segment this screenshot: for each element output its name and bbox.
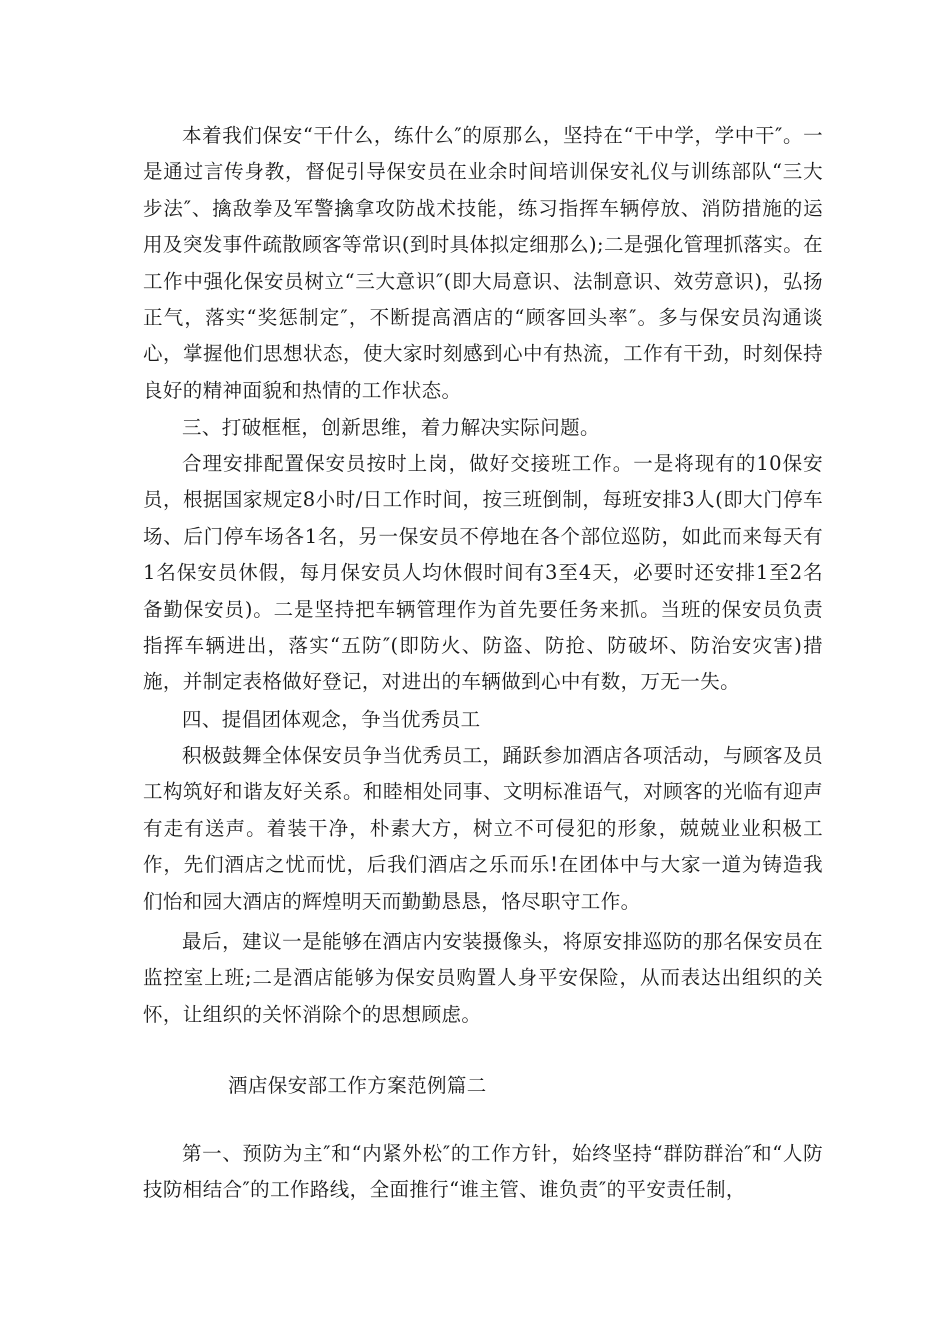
heading-section-three: 三、打破框框，创新思维，着力解决实际问题。	[182, 416, 600, 439]
heading-section-four: 四、提倡团体观念，争当优秀员工	[182, 708, 481, 731]
paragraph-team-spirit: 积极鼓舞全体保安员争当优秀员工，踊跃参加酒店各项活动，与顾客及员工构筑好和谐友好关系。和睦相处同事、文明标准语气，对顾客的光临有迎声有走有送声。着装干净，朴素大方，树立不可侵犯的形象，兢兢业业积极工作，先们酒店之忧而忧，后我们酒店之乐而乐!在团体中与大家一道为铸造我们怡和园大酒店的辉煌明天而勤勤恳恳，恪尽职守工作。	[143, 744, 823, 913]
paragraph-prevention-policy: 第一、预防为主″和“内紧外松″的工作方针，始终坚持“群防群治″和“人防技防相结合″的工作路线，全面推行“谁主管、谁负责″的平安责任制，	[143, 1142, 823, 1202]
paragraph-recommendations: 最后，建议一是能够在酒店内安装摄像头，将原安排巡防的那名保安员在监控室上班;二是酒店能够为保安员购置人身平安保险，从而表达出组织的关怀，让组织的关怀消除个的思想顾虑。	[143, 930, 823, 1026]
paragraph-security-training: 本着我们保安“干什么，练什么″的原那么，坚持在“干中学，学中干″。一是通过言传身教，督促引导保安员在业余时间培训保安礼仪与训练部队“三大步法″、擒敌拳及军警擒拿攻防战术技能，练习指挥车辆停放、消防措施的运用及突发事件疏散顾客等常识(到时具体拟定细那么);二是强化管理抓落实。在工作中强化保安员树立“三大意识″(即大局意识、法制意识、效劳意识)，弘扬正气，落实“奖惩制定″，不断提高酒店的“顾客回头率″。多与保安员沟通谈心，掌握他们思想状态，使大家时刻感到心中有热流，工作有干劲，时刻保持良好的精神面貌和热情的工作状态。	[143, 124, 823, 402]
section-title: 酒店保安部工作方案范例篇二	[228, 1074, 487, 1097]
paragraph-shift-arrangement: 合理安排配置保安员按时上岗，做好交接班工作。一是将现有的10保安员，根据国家规定8小时/日工作时间，按三班倒制，每班安排3人(即大门停车场、后门停车场各1名，另一保安员不停地在各个部位巡防，如此而来每天有1名保安员休假，每月保安员人均休假时间有3至4天，必要时还安排1至2名备勤保安员)。二是坚持把车辆管理作为首先要任务来抓。当班的保安员负责指挥车辆进出，落实“五防″(即防火、防盗、防抢、防破坏、防治安灾害)措施，并制定表格做好登记，对进出的车辆做到心中有数，万无一失。	[143, 452, 823, 694]
